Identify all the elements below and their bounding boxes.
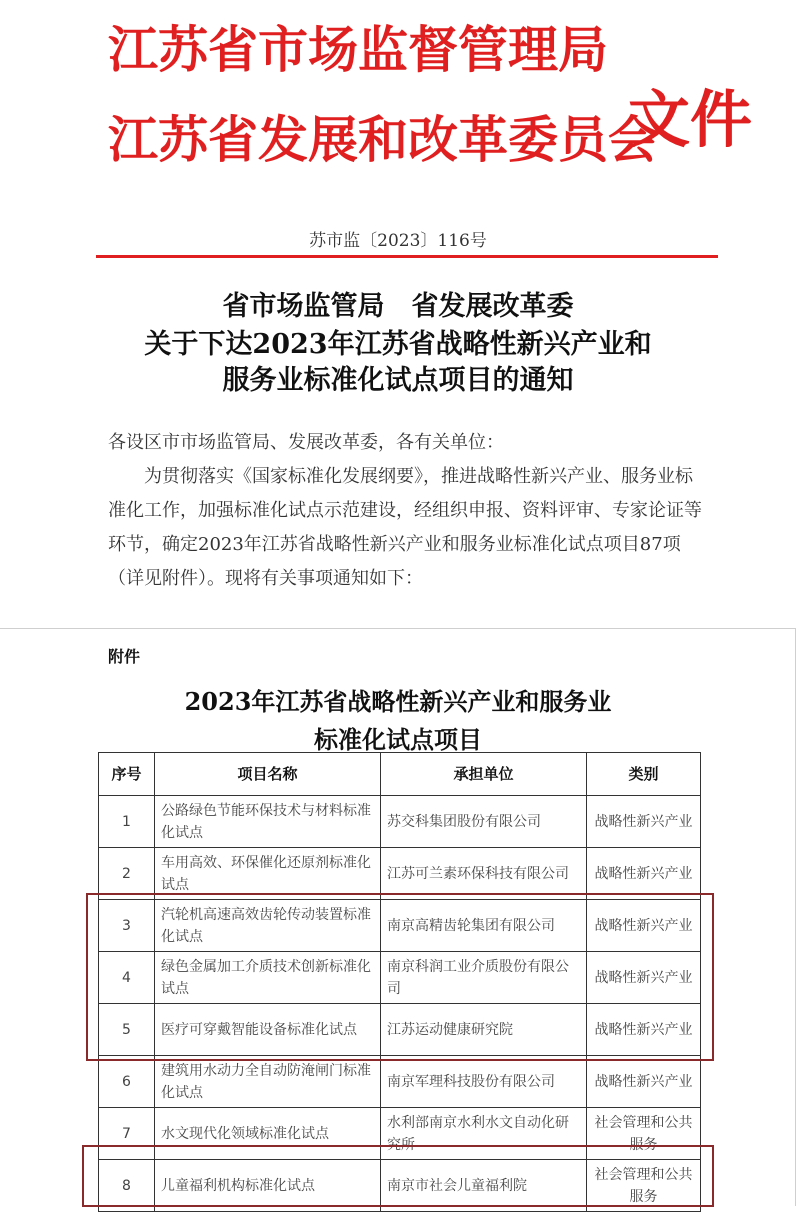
table-header-row bbox=[99, 753, 701, 796]
attachment-title-line-2: 标准化试点项目 bbox=[314, 725, 482, 754]
row-name: 公路绿色节能环保技术与材料标准化试点 bbox=[155, 796, 381, 848]
row-name: 水文现代化领域标准化试点 bbox=[155, 1108, 381, 1160]
row-no: 3 bbox=[99, 900, 155, 952]
attachment-title-line-1: 2023年江苏省战略性新兴产业和服务业 bbox=[184, 687, 612, 716]
row-no: 5 bbox=[99, 1004, 155, 1056]
row-no: 6 bbox=[99, 1056, 155, 1108]
column-header-unit: 承担单位 bbox=[381, 753, 587, 796]
row-type: 战略性新兴产业 bbox=[587, 952, 701, 1004]
row-type: 战略性新兴产业 bbox=[587, 1004, 701, 1056]
column-header-type: 类别 bbox=[587, 753, 701, 796]
row-name: 车用高效、环保催化还原剂标准化试点 bbox=[155, 848, 381, 900]
column-header-name: 项目名称 bbox=[155, 753, 381, 796]
issuer-line-2: 江苏省发展和改革委员会 bbox=[108, 111, 658, 169]
row-type: 战略性新兴产业 bbox=[587, 848, 701, 900]
column-header-no: 序号 bbox=[99, 753, 155, 796]
row-unit: 南京高精齿轮集团有限公司 bbox=[381, 900, 587, 952]
row-unit: 江苏运动健康研究院 bbox=[381, 1004, 587, 1056]
document-label: 文件 bbox=[628, 83, 753, 156]
body-paragraph: 为贯彻落实《国家标准化发展纲要》，推进战略性新兴产业、服务业标准化工作，加强标准化试点示范建设，经组织申报、资料评审、专家论证等环节，确定2023年江苏省战略性新兴产业和服务业标准化试点项目87项（详见附件）。现将有关事项通知如下： bbox=[108, 466, 702, 589]
row-unit: 南京军理科技股份有限公司 bbox=[381, 1056, 587, 1108]
row-no: 1 bbox=[99, 796, 155, 848]
issuer-line-1: 江苏省市场监督管理局 bbox=[108, 21, 608, 79]
row-type: 战略性新兴产业 bbox=[587, 900, 701, 952]
row-type: 战略性新兴产业 bbox=[587, 796, 701, 848]
row-type: 社会管理和公共服务 bbox=[587, 1108, 701, 1160]
row-unit: 苏交科集团股份有限公司 bbox=[381, 796, 587, 848]
row-unit: 江苏可兰素环保科技有限公司 bbox=[381, 848, 587, 900]
document-number: 苏市监〔2023〕116号 bbox=[309, 231, 487, 251]
row-name: 儿童福利机构标准化试点 bbox=[155, 1160, 381, 1212]
attachment-label: 附件 bbox=[108, 647, 141, 666]
page-separator bbox=[0, 628, 796, 629]
row-unit: 南京市社会儿童福利院 bbox=[381, 1160, 587, 1212]
row-no: 7 bbox=[99, 1108, 155, 1160]
row-no: 8 bbox=[99, 1160, 155, 1212]
row-type: 战略性新兴产业 bbox=[587, 1056, 701, 1108]
row-unit: 南京科润工业介质股份有限公司 bbox=[381, 952, 587, 1004]
row-name: 汽轮机高速高效齿轮传动装置标准化试点 bbox=[155, 900, 381, 952]
table-row bbox=[99, 796, 701, 848]
row-name: 绿色金属加工介质技术创新标准化试点 bbox=[155, 952, 381, 1004]
salutation: 各设区市市场监管局、发展改革委，各有关单位： bbox=[108, 432, 504, 453]
row-name: 医疗可穿戴智能设备标准化试点 bbox=[155, 1004, 381, 1056]
row-name: 建筑用水动力全自动防淹闸门标准化试点 bbox=[155, 1056, 381, 1108]
red-divider bbox=[96, 255, 718, 258]
highlight-box-row-8 bbox=[82, 1145, 714, 1207]
notice-title-line-2: 关于下达2023年江苏省战略性新兴产业和 bbox=[144, 329, 652, 360]
highlight-box-rows-3-5 bbox=[86, 893, 714, 1061]
notice-title-line-3: 服务业标准化试点项目的通知 bbox=[222, 365, 574, 396]
table-row bbox=[99, 1056, 701, 1108]
row-no: 4 bbox=[99, 952, 155, 1004]
table-row bbox=[99, 848, 701, 900]
row-no: 2 bbox=[99, 848, 155, 900]
row-unit: 水利部南京水利水文自动化研究所 bbox=[381, 1108, 587, 1160]
notice-title-line-1: 省市场监管局 省发展改革委 bbox=[222, 291, 574, 322]
row-type: 社会管理和公共服务 bbox=[587, 1160, 701, 1212]
